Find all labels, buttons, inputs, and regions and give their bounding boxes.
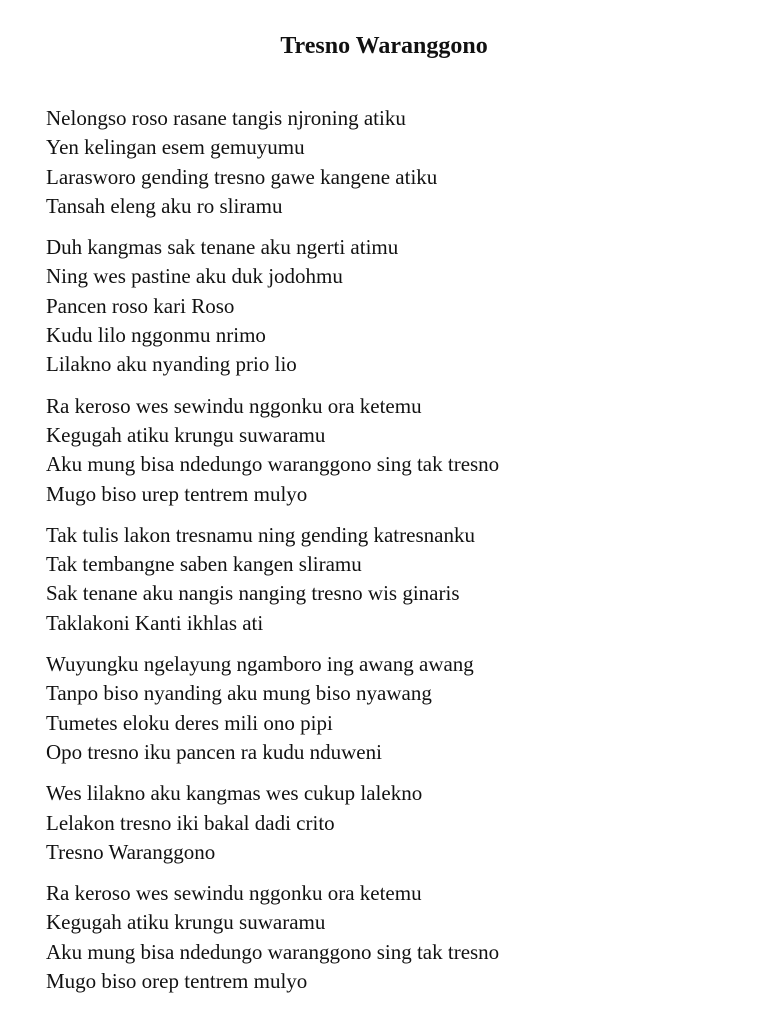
lyric-line: Wuyungku ngelayung ngamboro ing awang awang [46, 652, 474, 677]
lyric-line: Ra keroso wes sewindu nggonku ora ketemu [46, 881, 422, 906]
stanza-7 [46, 879, 746, 996]
lyric-line: Lelakon tresno iki bakal dadi crito [46, 810, 335, 835]
stanza-4 [46, 521, 746, 638]
lyric-line: Taklakoni Kanti ikhlas ati [46, 610, 264, 635]
stanza-5 [46, 650, 746, 767]
lyric-line: Wes lilakno aku kangmas wes cukup lalekno [46, 781, 423, 806]
stanza-2 [46, 233, 746, 379]
lyric-line: Ning wes pastine aku duk jodohmu [46, 264, 343, 289]
lyric-line: Yen kelingan esem gemuyumu [46, 135, 305, 160]
lyric-line: Aku mung bisa ndedungo waranggono sing tak tresno [46, 939, 500, 964]
lyric-line: Mugo biso urep tentrem mulyo [46, 481, 308, 506]
lyric-line: Opo tresno iku pancen ra kudu nduweni [46, 739, 382, 764]
lyric-line: Tumetes eloku deres mili ono pipi [46, 710, 333, 735]
lyric-line: Kegugah atiku krungu suwaramu [46, 422, 326, 447]
lyric-line: Kudu lilo nggonmu nrimo [46, 323, 266, 348]
lyric-line: Ra keroso wes sewindu nggonku ora ketemu [46, 393, 422, 418]
lyric-line: Mugo biso orep tentrem mulyo [46, 969, 308, 994]
lyric-line: Duh kangmas sak tenane aku ngerti atimu [46, 235, 399, 260]
lyrics-body [46, 104, 746, 1008]
lyric-line: Tak tembangne saben kangen sliramu [46, 552, 362, 577]
stanza-3 [46, 392, 746, 509]
stanza-1 [46, 104, 746, 221]
lyric-line: Tanpo biso nyanding aku mung biso nyawang [46, 681, 432, 706]
lyric-line: Tansah eleng aku ro sliramu [46, 193, 283, 218]
lyric-line: Nelongso roso rasane tangis njroning atiku [46, 106, 406, 130]
lyric-line: Tak tulis lakon tresnamu ning gending katresnanku [46, 522, 475, 547]
song-title: Tresno Waranggono [280, 33, 488, 59]
lyric-line: Pancen roso kari Roso [46, 293, 235, 318]
lyric-line: Kegugah atiku krungu suwaramu [46, 910, 326, 935]
stanza-6 [46, 779, 746, 867]
lyric-line: Sak tenane aku nangis nanging tresno wis ginaris [46, 581, 460, 606]
lyric-line: Lilakno aku nyanding prio lio [46, 352, 297, 377]
lyric-line: Aku mung bisa ndedungo waranggono sing tak tresno [46, 452, 500, 477]
lyric-line: Larasworo gending tresno gawe kangene atiku [46, 164, 438, 189]
lyric-line: Tresno Waranggono [46, 839, 216, 864]
